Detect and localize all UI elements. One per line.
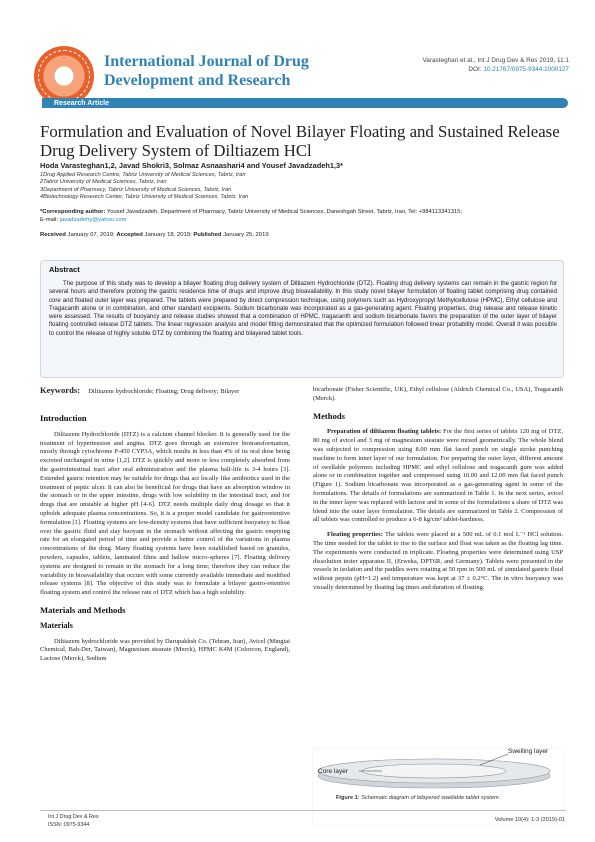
- keywords: [40, 386, 290, 396]
- methods-heading: Methods: [313, 410, 345, 421]
- swelling-layer-label: Swelling layer: [508, 748, 549, 755]
- journal-title[interactable]: International Journal of Drug Development and Research: [104, 53, 309, 89]
- bilayer-tablet-diagram: [312, 748, 564, 826]
- abstract-text: The purpose of this study was to develop a bilayer floating drug delivery system of Diltiazem Hydrochloride (DTZ). Floating drug delivery systems can remain in the gastric region for several hours and therefore prolong the gastric residence time of drugs and improve drug bioavailability. In this study novel bilayer formulation of floating tablet comprising drug contained core and floated outer layer was prepared. The tablets were prepared by direct compression technique, using polymers such as Hydroxypropyl Methylcellulose (HPMC), Ethyl cellulose and Tragacanth alone or in combination, and other standard excipients. Sodium bicarbonate was incorporated as a gas-generating agent. Floating properties, drug release and release kinetic were assessed. The results of buoyancy and release studies showed that a combination of HPMC, tragacanth and sodium bicarbonate favors the preparation of the outer layer of bilayer floating controlled release DTZ tablets. The linear regression analysis and model fitting demonstrated that the optimized formulation followed linear probability model. Overall it was possible to control the release of highly soluble DTZ by combining the floating and bilayered tablet tools.: [49, 281, 557, 337]
- left-column: [40, 414, 290, 664]
- affiliation-1: 1Drug Applied Research Centre, Tabriz University of Medical Sciences, Tabriz, Iran: [40, 172, 246, 178]
- received-date: January 07, 2019;: [67, 232, 115, 238]
- figure-caption-label: Figure 1:: [336, 795, 360, 801]
- article-dates: [40, 232, 269, 238]
- citation-line: Varasteghan et al., Int J Drug Dev & Res 2019, 11:1: [422, 57, 569, 64]
- right-column: [313, 386, 563, 593]
- keywords-label: Keywords:: [40, 385, 81, 395]
- corresponding-label: *Corresponding author:: [40, 209, 106, 215]
- doi-link[interactable]: 10.21767/0975-9344.1000127: [483, 66, 569, 73]
- keywords-text: Diltiazem hydrochloride; Floating; Drug delivery; Bilayer: [88, 388, 240, 395]
- accepted-label: Accepted: [116, 232, 143, 238]
- footer-left: [48, 813, 99, 829]
- corresponding-text: Yousef Javadzadeh, Department of Pharmacy, Tabriz University of Medical Sciences, Daneshgah Street, Tabriz, Iran, Tel: +984113341315;: [106, 209, 463, 215]
- affiliation-2: 2Tabriz University of Medical Sciences, Tabriz, Iran: [40, 179, 167, 185]
- affiliation-3: 3Department of Pharmacy, Tabriz University of Medical Sciences, Tabriz, Iran: [40, 187, 232, 193]
- footer-divider: [40, 810, 566, 811]
- email-link[interactable]: javadzadehy@yahoo.com: [59, 217, 127, 223]
- section-bar: [42, 98, 568, 108]
- figure-1: [312, 748, 564, 826]
- affiliation-4: 4Biotechnology Research Center, Tabriz University of Medical Sciences, Tabriz, Iran: [40, 194, 249, 200]
- received-label: Received: [40, 232, 66, 238]
- published-label: Published: [193, 232, 222, 238]
- preparation-text: For the first series of tablets 120 mg of DTZ, 80 mg of avicel and 3 mg of magnesium stearate were mixed geometrically. The whole blend was subjected to compression using 8.00 mm flat faced punch on single stroke punching machine to form inner layer of our formulation. For preparing the outer layer, different amount of swellable polymers including HPMC and ethyl cellulose and tragacanth gum was added alone or in combination together and compressed using 10.00 and 12.00 mm flat faced punch (Figure 1). Sodium bicarbonate was incorporated as a gas-generating agent in some of the formulations. The details of formulations are summarized in Table 1. In the next series, avicel in the inner layer was replaced with lactose and in some of the formulations a share of DTZ was blend into the outer layer formulation. The details are summarized in Table 2. Compression of all tablets was controlled to produce a 6-8 kg/cm² tablet-hardness.: [313, 428, 564, 524]
- preparation-label: Preparation of diltiazem floating tablets:: [327, 428, 442, 436]
- footer-journal: Int J Drug Dev & Res: [48, 814, 99, 820]
- doi-line: [369, 65, 569, 74]
- article-title: Formulation and Evaluation of Novel Bilayer Floating and Sustained Release Drug Delivery System of Diltiazem HCl: [40, 122, 560, 160]
- author-list: Hoda Varasteghan1,2, Javad Shokri3, Solmaz Asnaashari4 and Yousef Javadzadeh1,3*: [40, 161, 344, 170]
- materials-methods-heading: Materials and Methods: [40, 604, 126, 615]
- figure-caption: [336, 795, 500, 801]
- core-layer-label: Core layer: [318, 768, 348, 775]
- published-date: January 25, 2019: [223, 232, 269, 238]
- email-label: E-mail:: [40, 217, 59, 223]
- footer-issn: ISSN: 0975-9344: [48, 822, 90, 828]
- core-layer-shape: [362, 764, 506, 778]
- figure-caption-text: Schematic diagram of bilayered swellable tablet system.: [361, 795, 501, 801]
- introduction-text: Diltiazem Hydrochloride (DTZ) is a calcium channel blocker. It is generally used for the treatment of hypertension and angina. DTZ goes through an extensive biotransformation, mostly through cytochrome P-450 CYP3A, which results in less than 4% of its oral dose being excreted unchanged in urine [1,2]. DTZ is quickly and more or less completely absorbed from the gastrointestinal tract after oral administration and the plasma half-life is 3-4 hours [3]. Extended gastric retention may be suitable for drugs that act locally like antibiotics used in the treatment of peptic ulcer. It can also be beneficial for drugs that have an absorption window in the stomach or in the upper intestine, drugs with low solubility in the intestinal tract, and for drugs that are unstable at higher pH [4-6]. DTZ needs multiple daily drug dosage so that it upholds adequate plasma concentrations. So, it is a proper model candidate for gastroretentive formulation [1]. Floating systems are low-density systems that have sufficient buoyancy to float over the gastric fluid and stay buoyant in the stomach without affecting the gastric emptying rate for an elongated period of time and provide a better control of the variations in plasma concentrations of the drug. Many floating systems have been established based on granules, powders, capsules, tablets, laminated films and hallow micro-spheres [7]. Floating delivery systems are designed to remain in the stomach for a long time; therefore they can reduce the variability in bioavailability that occurs with some currently available immediate and modified release systems [8]. The objective of this study was to formulate a bilayer gastro-retentive floating system and control the release rate of DTZ which has a high solubility.: [40, 430, 290, 597]
- section-label: Research Article: [54, 100, 109, 107]
- accepted-date: January 18, 2019;: [144, 232, 192, 238]
- introduction-heading: Introduction: [40, 413, 87, 423]
- header-citation: [369, 56, 569, 74]
- doi-label: DOI:: [468, 66, 482, 73]
- footer-volume: Volume 10(4): 1-3 (2019)-01: [494, 817, 565, 823]
- corresponding-author: [40, 208, 566, 224]
- abstract-heading: Abstract: [49, 265, 80, 274]
- floating-label: Floating properties:: [327, 531, 383, 539]
- journal-logo: [34, 46, 94, 106]
- materials-heading: Materials: [40, 620, 73, 630]
- materials-continued: bicarbonate (Fisher Scientific, UK), Ethyl cellulose (Aldrich Chemical Co., USA), Tragacanth (Merck).: [313, 386, 563, 402]
- floating-text: The tablets were placed in a 500 mL of 0.1 mol L⁻¹ HCl solution. The time needed for the tablet to rise to the surface and float was taken as the floating lag time. The experiments were conducted in triplicate. Floating properties were determined using USP dissolution tester apparatus II, (Erweka, DPT6R, and Germany). Tablets were presented in the vessels in isolation and the paddles were rotating at 50 rpm in 500 mL of simulated gastric fluid without pepsin (pH=1.2) and temperature was kept at 37 ± 0.2°C. The in vitro buoyancy was visually determined by floating lag times and duration of floating.: [313, 531, 563, 591]
- materials-text: Diltiazem hydrochloride was provided by Darupakhsh Co. (Tehran, Iran), Avicel (Mingtai Chemical, Bah-Der, Taiwan), Magnesium stearate (Merck), HPMC K4M (Colorcon, England), Lactose (Merck), Sodium: [40, 637, 290, 663]
